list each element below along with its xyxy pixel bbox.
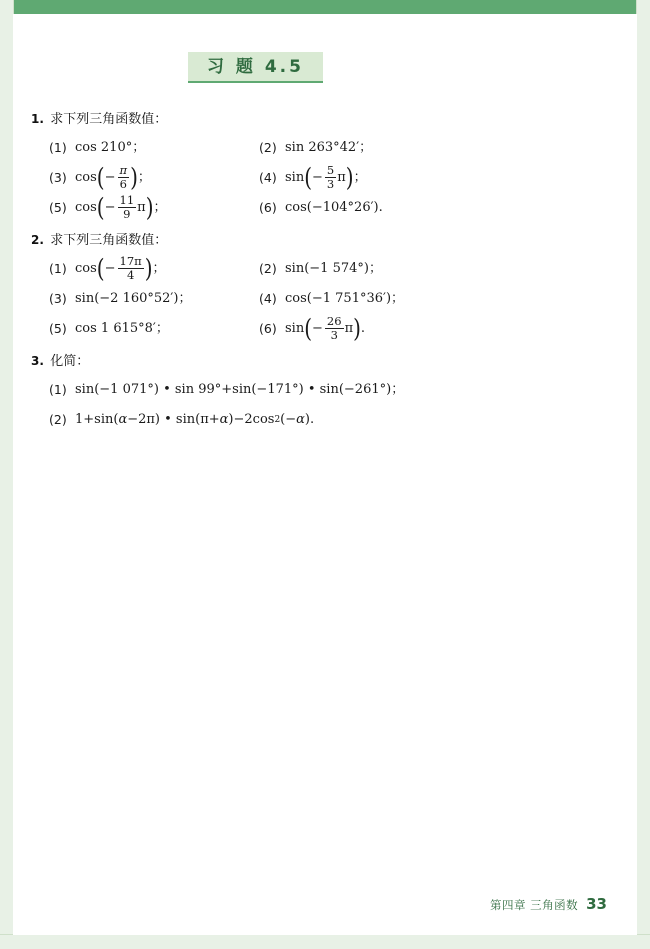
problem-1-item-6 [259,193,469,223]
item-label: (2) [259,140,277,155]
exercise-heading [188,52,323,82]
exercise-content [31,102,619,437]
item-expression: sin ( − $\frac{5}{3}$ π ) ； [285,162,367,192]
problem-1-item-3 [49,163,259,193]
item-expression: cos ( − $\frac{11}{9}$ π ) ； [75,192,167,222]
page-top-border [0,0,650,14]
problem-1-title: 求下列三角函数值： [50,112,168,127]
problem-3-items [49,375,619,435]
item-label: (1) [49,140,67,155]
item-label: (3) [49,170,67,185]
problem-1-row-3 [49,193,619,223]
problem-2-item-2 [259,254,469,284]
problem-3-number: 3. [31,354,44,368]
problem-3-title: 化简： [50,354,90,369]
footer-page-number: 33 [586,895,607,913]
page-bottom-border [0,934,650,949]
problem-1-items [49,133,619,223]
item-expression: sin(−1 574°)； [285,261,382,276]
problem-3-item-2 [49,405,479,435]
problem-2-items [49,254,619,344]
item-expression: sin 263°42′； [285,140,373,155]
item-label: (1) [49,382,67,397]
item-label: (4) [259,170,277,185]
problem-1-item-1 [49,133,259,163]
problem-1-row-2 [49,163,619,193]
problem-1-number: 1. [31,112,44,126]
page-footer [490,895,607,913]
item-expression: 1+sin( α −2π) • sin(π+ α )−2cos 2 (− α ). [75,412,315,427]
problem-3-item-1 [49,375,479,405]
problem-1-row-1 [49,133,619,163]
item-expression: cos 1 615°8′； [75,321,169,336]
problem-2-head [31,229,619,252]
problem-1 [31,108,619,223]
item-expression: sin(−2 160°52′)； [75,291,192,306]
item-label: (5) [49,200,67,215]
item-expression: sin(−1 071°) • sin 99°+sin(−171°) • sin(−261°)； [75,382,405,397]
page-left-border [0,0,14,949]
problem-2-item-5 [49,314,259,344]
item-label: (6) [259,200,277,215]
problem-3-head [31,350,619,373]
problem-2-row-2 [49,284,619,314]
item-expression: cos(−104°26′). [285,200,383,215]
item-label: (2) [49,412,67,427]
problem-2-item-4 [259,284,469,314]
item-label: (6) [259,321,277,336]
problem-3-row-1 [49,375,619,405]
item-expression: cos 210°； [75,140,146,155]
problem-2-title: 求下列三角函数值： [50,233,168,248]
item-expression: sin ( − $\frac{26}{3}$ π ) . [285,313,366,343]
item-label: (5) [49,321,67,336]
problem-2-row-3 [49,314,619,344]
heading-label: 习 题 4.5 [207,57,304,77]
item-expression: cos ( − $\frac{17\pi}{4}$ ) ； [75,253,166,283]
item-label: (4) [259,291,277,306]
problem-2-item-3 [49,284,259,314]
problem-1-head [31,108,619,131]
page-body [13,14,637,935]
problem-2-row-1 [49,254,619,284]
page-right-border [636,0,650,949]
item-label: (1) [49,261,67,276]
item-expression: cos ( − $\frac{\pi}{6}$ ) ； [75,162,151,192]
problem-1-item-4 [259,163,469,193]
problem-1-item-2 [259,133,469,163]
problem-1-item-5 [49,193,259,223]
problem-2-number: 2. [31,233,44,247]
problem-2-item-1 [49,254,259,284]
item-label: (2) [259,261,277,276]
problem-3 [31,350,619,435]
item-label: (3) [49,291,67,306]
problem-2 [31,229,619,344]
problem-3-row-2 [49,405,619,435]
footer-chapter-label: 第四章 三角函数 [489,898,579,912]
item-expression: cos(−1 751°36′)； [285,291,405,306]
problem-2-item-6 [259,314,469,344]
